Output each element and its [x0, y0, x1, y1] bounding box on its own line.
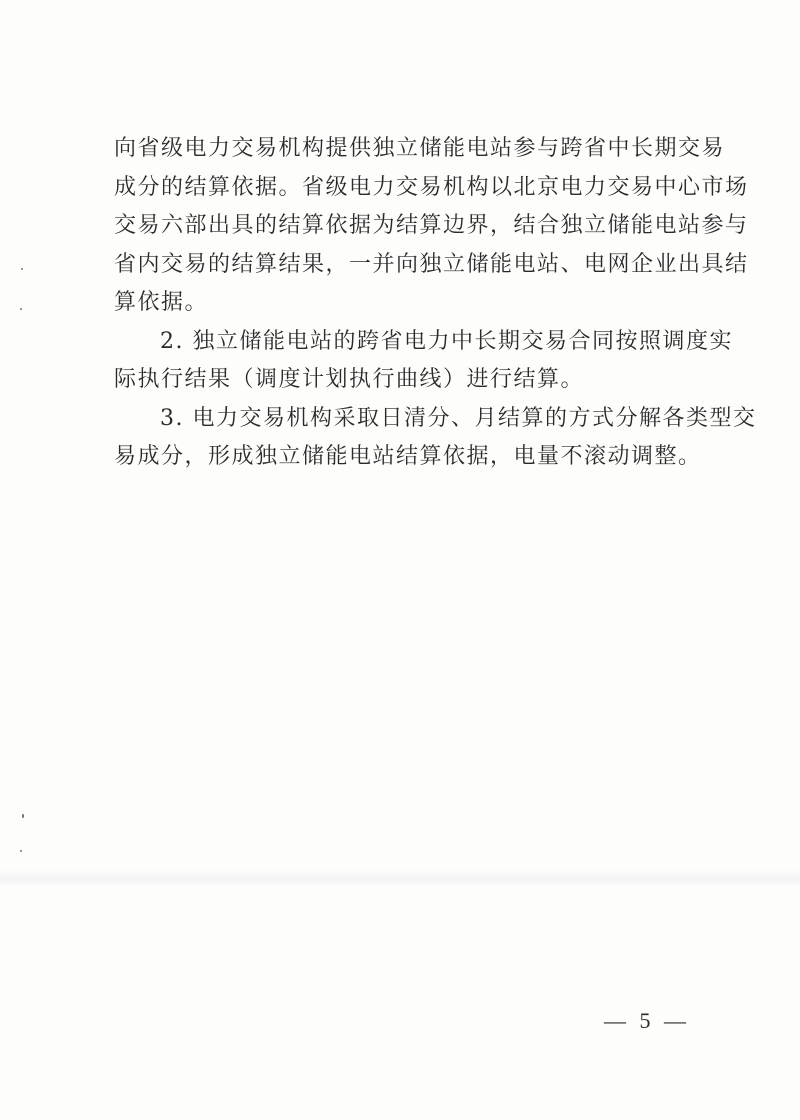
numbered-item-2-line: 2. 独立储能电站的跨省电力中长期交易合同按照调度实	[160, 328, 733, 354]
numbered-item-3-line: 易成分，形成独立储能电站结算依据，电量不滚动调整。	[114, 444, 702, 469]
paragraph-line: 省内交易的结算结果，一并向独立储能电站、电网企业出具结	[114, 251, 749, 277]
paragraph-line: 向省级电力交易机构提供独立储能电站参与跨省中长期交易	[114, 136, 726, 161]
scan-speck	[20, 850, 22, 852]
scan-speck	[20, 308, 22, 310]
page-number: — 5 —	[604, 1008, 690, 1033]
paragraph-line: 算依据。	[114, 290, 209, 315]
numbered-item-3-line: 3. 电力交易机构采取日清分、月结算的方式分解各类型交	[160, 405, 757, 431]
scan-speck	[21, 268, 23, 270]
paragraph-line: 成分的结算依据。省级电力交易机构以北京电力交易中心市场	[114, 174, 749, 200]
scan-artifact-band	[0, 870, 800, 888]
scan-speck	[22, 814, 24, 818]
body-text	[114, 130, 757, 477]
numbered-item-2-line: 际执行结果（调度计划执行曲线）进行结算。	[114, 367, 585, 392]
paragraph-line: 交易六部出具的结算依据为结算边界，结合独立储能电站参与	[114, 213, 749, 238]
